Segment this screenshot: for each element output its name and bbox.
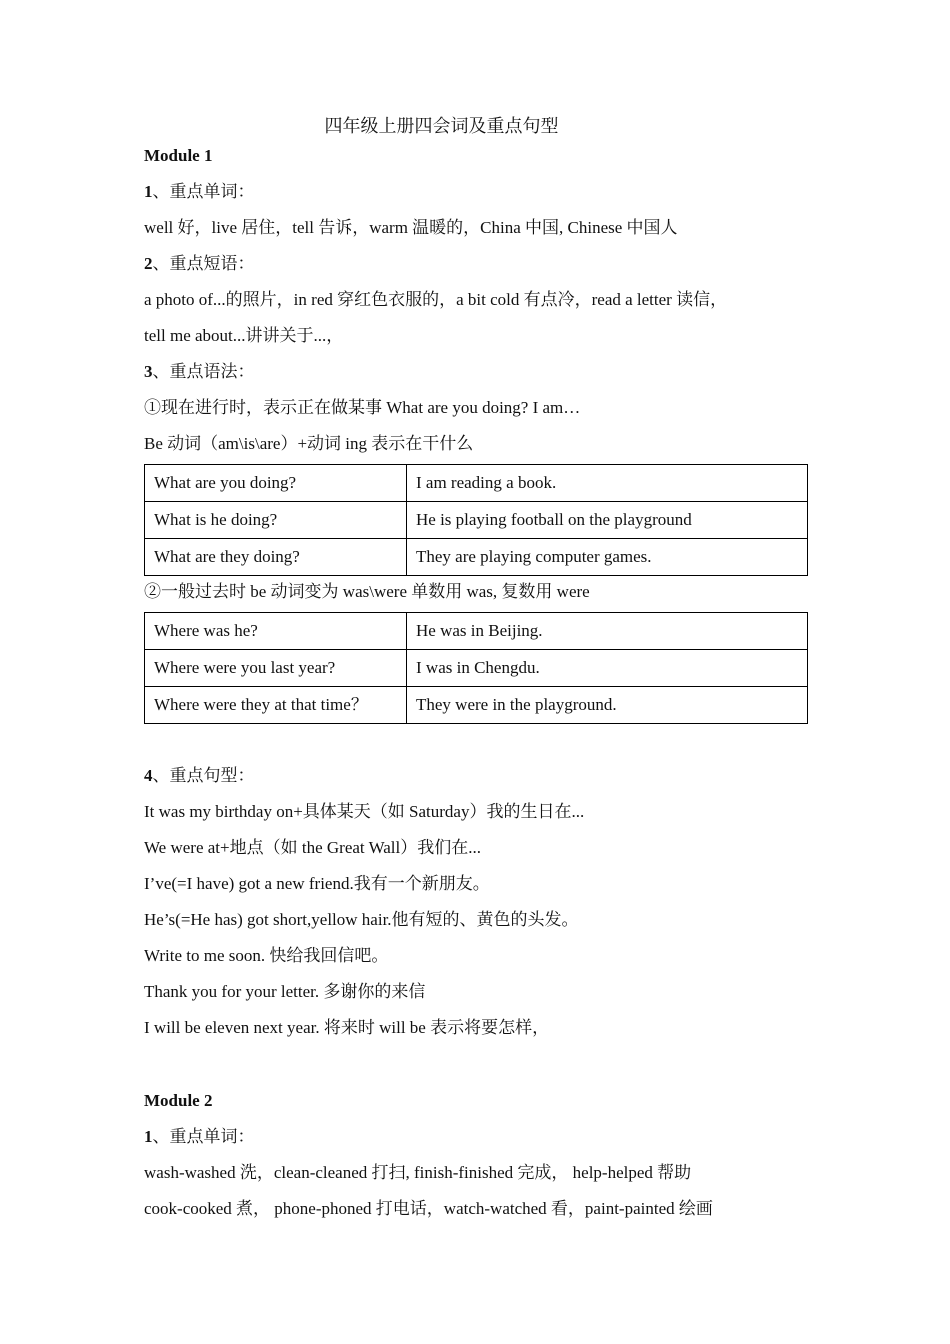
- module-1-heading: Module 1: [144, 146, 213, 165]
- module-2-key-words-label: 1、重点单词：: [144, 1127, 255, 1146]
- grammar-past-tense-intro: ②一般过去时 be 动词变为 was\were 单数用 was, 复数用 were: [144, 582, 590, 601]
- past-tense-table: [144, 612, 808, 724]
- key-sentence: We were at+地点（如 the Great Wall）我们在...: [144, 838, 482, 857]
- key-words-text: well 好，live 居住，tell 告诉，warm 温暖的，China 中国, Chinese 中国人: [144, 218, 678, 237]
- grammar-present-continuous-intro: ①现在进行时，表示正在做某事 What are you doing? I am…: [144, 398, 581, 417]
- question-cell: Where were they at that time？: [145, 687, 407, 724]
- question-cell: Where was he?: [145, 613, 407, 650]
- section-key-sentences-label: 4、重点句型：: [144, 766, 255, 785]
- answer-cell: They are playing computer games.: [407, 539, 808, 576]
- section-key-grammar-label: 3、重点语法：: [144, 362, 255, 381]
- module-2-words-line-1: wash-washed 洗，clean-cleaned 打扫, finish-finished 完成， help-helped 帮助: [144, 1163, 692, 1182]
- question-cell: What are they doing?: [145, 539, 407, 576]
- key-sentence: It was my birthday on+具体某天（如 Saturday）我的生日在...: [144, 802, 585, 821]
- table-row: [145, 465, 808, 502]
- key-sentence: I will be eleven next year. 将来时 will be 表示将要怎样，: [144, 1018, 550, 1037]
- table-row: [145, 613, 808, 650]
- key-sentence: Write to me soon. 快给我回信吧。: [144, 946, 389, 965]
- section-key-words-label: 1、重点单词：: [144, 182, 255, 201]
- present-continuous-table: [144, 464, 808, 576]
- answer-cell: He is playing football on the playground: [407, 502, 808, 539]
- question-cell: What are you doing?: [145, 465, 407, 502]
- section-key-phrases-label: 2、重点短语：: [144, 254, 255, 273]
- key-phrases-line-2: tell me about...讲讲关于...，: [144, 326, 344, 345]
- answer-cell: They were in the playground.: [407, 687, 808, 724]
- key-sentence: He’s(=He has) got short,yellow hair.他有短的、黄色的头发。: [144, 910, 579, 929]
- document-title: 四年级上册四会词及重点句型: [324, 116, 559, 136]
- key-sentence: I’ve(=I have) got a new friend.我有一个新朋友。: [144, 874, 490, 893]
- answer-cell: He was in Beijing.: [407, 613, 808, 650]
- question-cell: What is he doing?: [145, 502, 407, 539]
- answer-cell: I was in Chengdu.: [407, 650, 808, 687]
- table-row: [145, 502, 808, 539]
- table-row: [145, 687, 808, 724]
- key-sentence: Thank you for your letter. 多谢你的来信: [144, 982, 426, 1001]
- answer-cell: I am reading a book.: [407, 465, 808, 502]
- question-cell: Where were you last year?: [145, 650, 407, 687]
- grammar-present-continuous-rule: Be 动词（am\is\are）+动词 ing 表示在干什么: [144, 434, 474, 453]
- module-2-heading: Module 2: [144, 1091, 213, 1110]
- table-row: [145, 539, 808, 576]
- module-2-words-line-2: cook-cooked 煮， phone-phoned 打电话，watch-watched 看，paint-painted 绘画: [144, 1199, 713, 1218]
- key-phrases-line-1: a photo of...的照片，in red 穿红色衣服的，a bit cold 有点冷，read a letter 读信，: [144, 290, 728, 309]
- table-row: [145, 650, 808, 687]
